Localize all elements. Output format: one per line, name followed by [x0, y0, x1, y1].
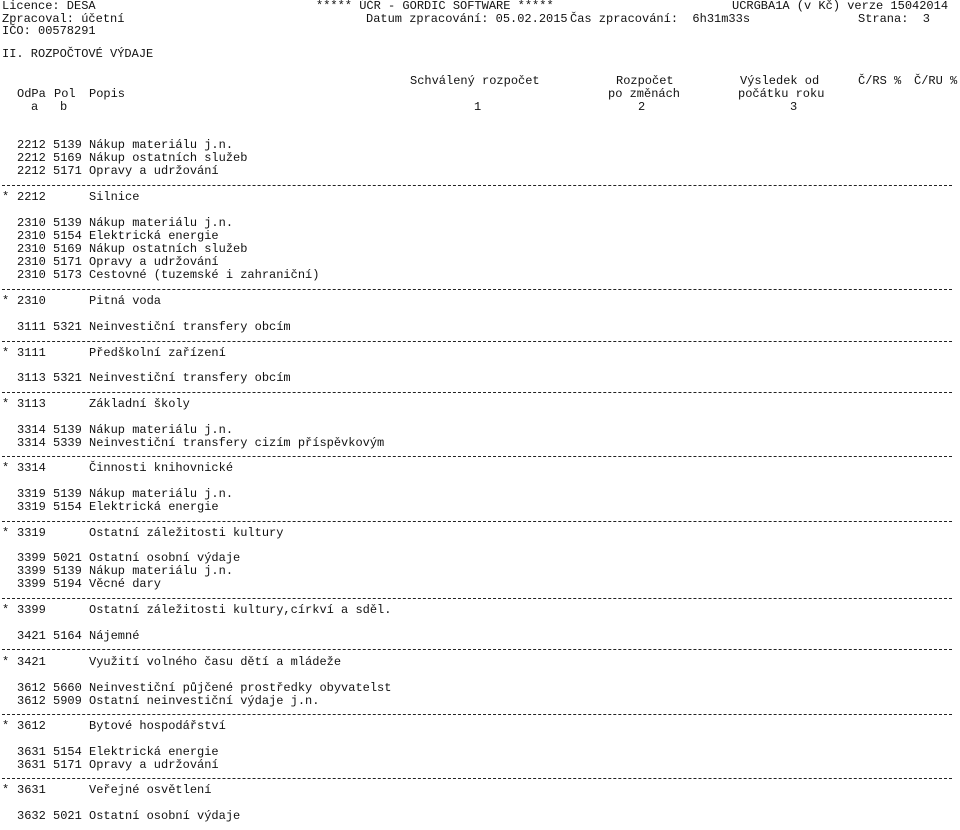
cell-pol: 5194	[53, 577, 82, 591]
cell-popis: Neinvestiční půjčené prostředky obyvatelst	[89, 681, 392, 695]
cell-popis: Základní školy	[89, 397, 190, 411]
column-header-line-3	[0, 100, 798, 114]
cell-odpa: 3631	[17, 783, 46, 797]
cell-pol: 5321	[53, 371, 82, 385]
cell-pol: 5169	[53, 151, 82, 165]
separator-line	[2, 341, 952, 342]
cell-odpa: 3612	[17, 681, 46, 695]
cell-popis: Ostatní neinvestiční výdaje j.n.	[89, 694, 320, 708]
col-approved-budget: Schválený rozpočet	[410, 74, 540, 88]
separator-line	[2, 392, 952, 393]
subtotal-marker: *	[2, 603, 10, 617]
cell-pol: 5171	[53, 758, 82, 772]
cell-popis: Bytové hospodářství	[89, 719, 226, 733]
col-letter-b: b	[60, 100, 68, 114]
cell-popis: Neinvestiční transfery cizím příspěvkovým	[89, 436, 385, 450]
processing-time: Čas zpracování: 6h31m33s	[570, 12, 751, 26]
cell-odpa: 3631	[17, 758, 46, 772]
cell-pol: 5021	[53, 809, 82, 823]
separator-line	[2, 649, 952, 650]
cell-popis: Nákup materiálu j.n.	[89, 487, 234, 501]
cell-popis: Nájemné	[89, 629, 140, 643]
col-budget: Rozpočet	[616, 74, 674, 88]
subtotal-marker: *	[2, 461, 10, 475]
product-banner: ***** ÚČR - GORDIC SOFTWARE *****	[316, 0, 554, 13]
col-popis: Popis	[89, 87, 126, 101]
cell-pol: 5164	[53, 629, 82, 643]
col-odpa: OdPa	[17, 87, 46, 101]
cell-odpa: 3612	[17, 719, 46, 733]
subtotal-marker: *	[2, 397, 10, 411]
cell-popis: Veřejné osvětlení	[89, 783, 212, 797]
cell-odpa: 2310	[17, 294, 46, 308]
cell-popis: Věcné dary	[89, 577, 162, 591]
cell-popis: Elektrická energie	[89, 745, 219, 759]
col-crs-pct: Č/RS %	[858, 74, 902, 88]
column-header-line-2	[0, 87, 825, 101]
cell-popis: Pitná voda	[89, 294, 162, 308]
cell-popis: Nákup materiálu j.n.	[89, 564, 234, 578]
subtotal-marker: *	[2, 346, 10, 360]
cell-odpa: 2212	[17, 151, 46, 165]
separator-line	[2, 521, 952, 522]
cell-popis: Ostatní osobní výdaje	[89, 809, 241, 823]
subtotal-marker: *	[2, 783, 10, 797]
cell-pol: 5139	[53, 487, 82, 501]
cell-popis: Nákup materiálu j.n.	[89, 423, 234, 437]
cell-popis: Ostatní záležitosti kultury,církví a sděl.	[89, 603, 392, 617]
page-number: Strana: 3	[858, 12, 931, 26]
cell-odpa: 3314	[17, 461, 46, 475]
cell-pol: 5171	[53, 255, 82, 269]
cell-odpa: 2310	[17, 216, 46, 230]
cell-odpa: 3421	[17, 655, 46, 669]
col-cru-pct: Č/RU %	[914, 74, 958, 88]
subtotal-marker: *	[2, 294, 10, 308]
cell-odpa: 3111	[17, 346, 46, 360]
cell-popis: Nákup materiálu j.n.	[89, 138, 234, 152]
cell-odpa: 3314	[17, 423, 46, 437]
cell-odpa: 2212	[17, 164, 46, 178]
cell-odpa: 2310	[17, 268, 46, 282]
cell-popis: Využití volného času dětí a mládeže	[89, 655, 342, 669]
cell-odpa: 3399	[17, 603, 46, 617]
header-line-3	[0, 24, 96, 38]
subtotal-marker: *	[2, 655, 10, 669]
cell-odpa: 2310	[17, 229, 46, 243]
cell-odpa: 3399	[17, 564, 46, 578]
cell-popis: Elektrická energie	[89, 229, 219, 243]
cell-pol: 5171	[53, 164, 82, 178]
ico-number: IČO: 00578291	[2, 24, 96, 38]
column-header-line-1	[0, 74, 958, 88]
cell-popis: Silnice	[89, 190, 140, 204]
cell-popis: Neinvestiční transfery obcím	[89, 371, 291, 385]
cell-odpa: 3111	[17, 320, 46, 334]
cell-pol: 5154	[53, 500, 82, 514]
cell-odpa: 3399	[17, 551, 46, 565]
section-title: II. ROZPOČTOVÉ VÝDAJE	[2, 47, 154, 61]
subtotal-marker: *	[2, 719, 10, 733]
col-year-start: počátku roku	[738, 87, 825, 101]
col-letter-a: a	[31, 100, 39, 114]
cell-odpa: 3113	[17, 397, 46, 411]
cell-popis: Činnosti knihovnické	[89, 461, 234, 475]
cell-odpa: 2310	[17, 255, 46, 269]
col-number-3: 3	[790, 100, 798, 114]
cell-pol: 5321	[53, 320, 82, 334]
cell-odpa: 3631	[17, 745, 46, 759]
cell-pol: 5909	[53, 694, 82, 708]
cell-popis: Cestovné (tuzemské i zahraniční)	[89, 268, 320, 282]
section-title-line	[0, 47, 154, 61]
cell-popis: Elektrická energie	[89, 500, 219, 514]
cell-popis: Opravy a udržování	[89, 164, 219, 178]
cell-popis: Neinvestiční transfery obcím	[89, 320, 291, 334]
separator-line	[2, 289, 952, 290]
cell-odpa: 3632	[17, 809, 46, 823]
cell-odpa: 3314	[17, 436, 46, 450]
separator-line	[2, 185, 952, 186]
cell-popis: Opravy a udržování	[89, 758, 219, 772]
cell-pol: 5139	[53, 564, 82, 578]
cell-odpa: 2212	[17, 138, 46, 152]
cell-odpa: 2310	[17, 242, 46, 256]
separator-line	[2, 456, 952, 457]
cell-odpa: 3421	[17, 629, 46, 643]
col-after-changes: po změnách	[608, 87, 681, 101]
cell-odpa: 3319	[17, 487, 46, 501]
cell-popis: Ostatní osobní výdaje	[89, 551, 241, 565]
cell-odpa: 2212	[17, 190, 46, 204]
cell-odpa: 3319	[17, 526, 46, 540]
col-number-1: 1	[474, 100, 482, 114]
cell-pol: 5169	[53, 242, 82, 256]
cell-popis: Opravy a udržování	[89, 255, 219, 269]
separator-line	[2, 714, 952, 715]
separator-line	[2, 598, 952, 599]
cell-popis: Ostatní záležitosti kultury	[89, 526, 284, 540]
cell-pol: 5660	[53, 681, 82, 695]
cell-pol: 5154	[53, 745, 82, 759]
cell-pol: 5139	[53, 138, 82, 152]
cell-pol: 5139	[53, 216, 82, 230]
col-result: Výsledek od	[740, 74, 820, 88]
licence-text: Licence: DESA	[2, 0, 96, 13]
cell-popis: Nákup ostatních služeb	[89, 242, 248, 256]
processed-by: Zpracoval: účetní	[2, 12, 125, 26]
cell-pol: 5021	[53, 551, 82, 565]
subtotal-marker: *	[2, 190, 10, 204]
cell-popis: Předškolní zařízení	[89, 346, 226, 360]
cell-popis: Nákup ostatních služeb	[89, 151, 248, 165]
separator-line	[2, 778, 952, 779]
cell-odpa: 3612	[17, 694, 46, 708]
cell-pol: 5173	[53, 268, 82, 282]
processing-date: Datum zpracování: 05.02.2015	[366, 12, 568, 26]
report-id: UCRGBA1A (v Kč) verze 15042014	[732, 0, 949, 13]
subtotal-marker: *	[2, 526, 10, 540]
cell-odpa: 3319	[17, 500, 46, 514]
col-pol: Pol	[54, 87, 76, 101]
cell-pol: 5339	[53, 436, 82, 450]
cell-odpa: 3113	[17, 371, 46, 385]
col-number-2: 2	[638, 100, 646, 114]
cell-pol: 5139	[53, 423, 82, 437]
cell-popis: Nákup materiálu j.n.	[89, 216, 234, 230]
cell-pol: 5154	[53, 229, 82, 243]
cell-odpa: 3399	[17, 577, 46, 591]
